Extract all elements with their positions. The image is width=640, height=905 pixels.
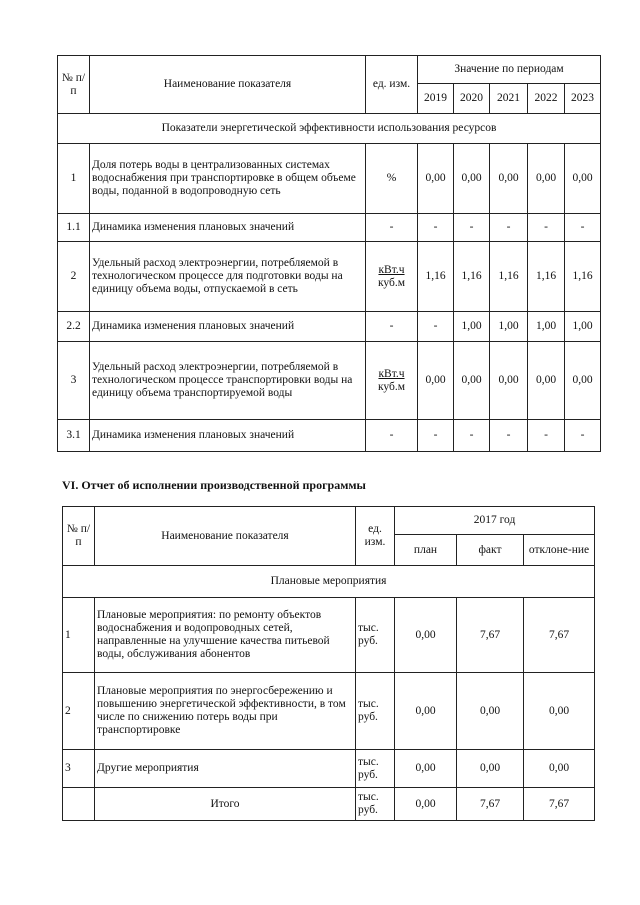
header-plan: план bbox=[395, 535, 457, 566]
row-deviation: 0,00 bbox=[524, 750, 595, 788]
row-value: 1,16 bbox=[565, 242, 601, 312]
row-value: 1,16 bbox=[490, 242, 528, 312]
unit-numerator: кВт.ч bbox=[378, 367, 405, 380]
header-year: 2017 год bbox=[395, 507, 595, 535]
header-year: 2020 bbox=[454, 84, 490, 114]
header-deviation: отклоне-ние bbox=[524, 535, 595, 566]
row-value: 0,00 bbox=[454, 144, 490, 214]
row-unit bbox=[366, 242, 418, 312]
header-fact: факт bbox=[457, 535, 524, 566]
row-num: 1.1 bbox=[58, 214, 90, 242]
row-unit: тыс. руб. bbox=[356, 598, 395, 673]
row-unit: - bbox=[366, 214, 418, 242]
row-value: - bbox=[528, 420, 565, 452]
row-num: 2.2 bbox=[58, 312, 90, 342]
row-name: Доля потерь воды в централизованных системах водоснабжения при транспортировке в общем объеме воды, поданной в водопроводную сеть bbox=[90, 144, 366, 214]
header-num: № п/п bbox=[63, 507, 95, 566]
row-num: 2 bbox=[63, 673, 95, 750]
table-row bbox=[63, 750, 595, 788]
row-value: - bbox=[565, 214, 601, 242]
table-row bbox=[58, 242, 601, 312]
row-deviation: 0,00 bbox=[524, 673, 595, 750]
total-num bbox=[63, 788, 95, 821]
header-name: Наименование показателя bbox=[95, 507, 356, 566]
table-row bbox=[58, 312, 601, 342]
row-num: 3.1 bbox=[58, 420, 90, 452]
row-deviation: 7,67 bbox=[524, 598, 595, 673]
row-unit: тыс. руб. bbox=[356, 750, 395, 788]
table-row bbox=[58, 420, 601, 452]
section-row: Плановые мероприятия bbox=[63, 566, 595, 598]
row-name: Удельный расход электроэнергии, потребляемой в технологическом процессе для подготовки воды на единицу объема воды, отпускаемой в сеть bbox=[90, 242, 366, 312]
header-year: 2021 bbox=[490, 84, 528, 114]
total-deviation: 7,67 bbox=[524, 788, 595, 821]
row-value: 0,00 bbox=[565, 144, 601, 214]
row-value: - bbox=[418, 312, 454, 342]
table-row bbox=[58, 144, 601, 214]
section-row: Показатели энергетической эффективности использования ресурсов bbox=[58, 114, 601, 144]
row-value: 1,16 bbox=[528, 242, 565, 312]
row-value: - bbox=[418, 420, 454, 452]
header-unit: ед. изм. bbox=[356, 507, 395, 566]
row-value: 0,00 bbox=[454, 342, 490, 420]
row-num: 3 bbox=[63, 750, 95, 788]
section-title: VI. Отчет об исполнении производственной программы bbox=[62, 478, 366, 492]
row-unit bbox=[366, 342, 418, 420]
header-periods: Значение по периодам bbox=[418, 56, 601, 84]
row-unit: - bbox=[366, 312, 418, 342]
row-fact: 7,67 bbox=[457, 598, 524, 673]
header-year: 2019 bbox=[418, 84, 454, 114]
row-value: - bbox=[454, 420, 490, 452]
total-row bbox=[63, 788, 595, 821]
row-value: 0,00 bbox=[418, 342, 454, 420]
row-value: 1,00 bbox=[490, 312, 528, 342]
row-name: Другие мероприятия bbox=[95, 750, 356, 788]
row-value: 1,16 bbox=[418, 242, 454, 312]
total-fact: 7,67 bbox=[457, 788, 524, 821]
row-name: Удельный расход электроэнергии, потребляемой в технологическом процессе транспортировки воды на единицу объема транспортируемой воды bbox=[90, 342, 366, 420]
header-num: № п/п bbox=[58, 56, 90, 114]
total-unit: тыс. руб. bbox=[356, 788, 395, 821]
table-row bbox=[58, 214, 601, 242]
row-value: - bbox=[490, 214, 528, 242]
table-row bbox=[63, 598, 595, 673]
row-name: Плановые мероприятия: по ремонту объектов водоснабжения и водопроводных сетей, направленные на улучшение качества питьевой воды, обслуживания абонентов bbox=[95, 598, 356, 673]
row-value: - bbox=[490, 420, 528, 452]
row-unit: тыс. руб. bbox=[356, 673, 395, 750]
row-value: 0,00 bbox=[565, 342, 601, 420]
row-value: - bbox=[454, 214, 490, 242]
row-value: 1,16 bbox=[454, 242, 490, 312]
row-value: 1,00 bbox=[528, 312, 565, 342]
row-value: 0,00 bbox=[528, 144, 565, 214]
row-name: Плановые мероприятия по энергосбережению и повышению энергетической эффективности, в том числе по снижению потерь воды при транспортировке bbox=[95, 673, 356, 750]
total-name: Итого bbox=[95, 788, 356, 821]
row-fact: 0,00 bbox=[457, 750, 524, 788]
header-year: 2022 bbox=[528, 84, 565, 114]
row-plan: 0,00 bbox=[395, 673, 457, 750]
total-plan: 0,00 bbox=[395, 788, 457, 821]
header-unit: ед. изм. bbox=[366, 56, 418, 114]
table-row bbox=[63, 673, 595, 750]
row-name: Динамика изменения плановых значений bbox=[90, 214, 366, 242]
unit-denominator: куб.м bbox=[377, 380, 406, 393]
row-unit: % bbox=[366, 144, 418, 214]
header-name: Наименование показателя bbox=[90, 56, 366, 114]
row-value: 0,00 bbox=[418, 144, 454, 214]
row-num: 3 bbox=[58, 342, 90, 420]
row-value: - bbox=[418, 214, 454, 242]
row-value: 0,00 bbox=[490, 144, 528, 214]
row-name: Динамика изменения плановых значений bbox=[90, 420, 366, 452]
row-num: 1 bbox=[63, 598, 95, 673]
row-num: 1 bbox=[58, 144, 90, 214]
row-value: - bbox=[565, 420, 601, 452]
table-row bbox=[58, 342, 601, 420]
row-value: 0,00 bbox=[490, 342, 528, 420]
header-year: 2023 bbox=[565, 84, 601, 114]
unit-numerator: кВт.ч bbox=[378, 263, 405, 276]
row-name: Динамика изменения плановых значений bbox=[90, 312, 366, 342]
production-program-table bbox=[62, 506, 595, 821]
row-value: - bbox=[528, 214, 565, 242]
energy-efficiency-table bbox=[57, 55, 601, 452]
row-fact: 0,00 bbox=[457, 673, 524, 750]
row-plan: 0,00 bbox=[395, 750, 457, 788]
row-num: 2 bbox=[58, 242, 90, 312]
row-value: 0,00 bbox=[528, 342, 565, 420]
row-value: 1,00 bbox=[454, 312, 490, 342]
row-unit: - bbox=[366, 420, 418, 452]
unit-denominator: куб.м bbox=[377, 276, 406, 289]
row-value: 1,00 bbox=[565, 312, 601, 342]
row-plan: 0,00 bbox=[395, 598, 457, 673]
